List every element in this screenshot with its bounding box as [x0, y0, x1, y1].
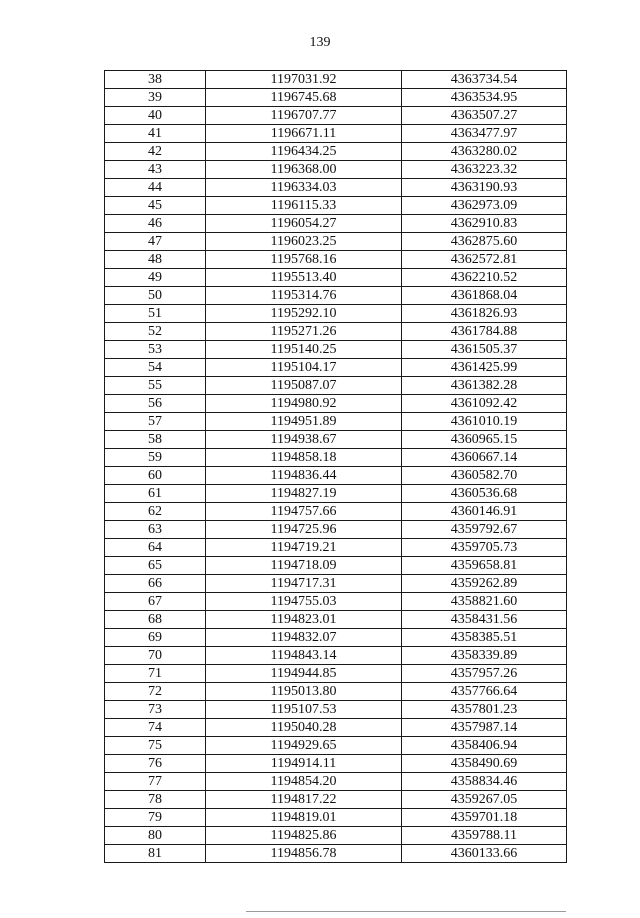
- point-number-cell: 64: [105, 539, 206, 557]
- table-row: [105, 71, 567, 89]
- table-row: [105, 719, 567, 737]
- table-row: [105, 521, 567, 539]
- y-coordinate-cell: 4358834.46: [402, 773, 567, 791]
- x-coordinate-cell: 1195271.26: [206, 323, 402, 341]
- x-coordinate-cell: 1196023.25: [206, 233, 402, 251]
- x-coordinate-cell: 1194717.31: [206, 575, 402, 593]
- table-row: [105, 215, 567, 233]
- x-coordinate-cell: 1194718.09: [206, 557, 402, 575]
- y-coordinate-cell: 4361092.42: [402, 395, 567, 413]
- x-coordinate-cell: 1197031.92: [206, 71, 402, 89]
- table-row: [105, 179, 567, 197]
- x-coordinate-cell: 1194825.86: [206, 827, 402, 845]
- table-row: [105, 251, 567, 269]
- x-coordinate-cell: 1194817.22: [206, 791, 402, 809]
- table-row: [105, 539, 567, 557]
- x-coordinate-cell: 1196745.68: [206, 89, 402, 107]
- y-coordinate-cell: 4360146.91: [402, 503, 567, 521]
- table-row: [105, 125, 567, 143]
- y-coordinate-cell: 4359262.89: [402, 575, 567, 593]
- point-number-cell: 75: [105, 737, 206, 755]
- y-coordinate-cell: 4360536.68: [402, 485, 567, 503]
- coordinates-table-body: [105, 71, 567, 863]
- x-coordinate-cell: 1194914.11: [206, 755, 402, 773]
- y-coordinate-cell: 4358406.94: [402, 737, 567, 755]
- y-coordinate-cell: 4361868.04: [402, 287, 567, 305]
- x-coordinate-cell: 1195040.28: [206, 719, 402, 737]
- y-coordinate-cell: 4362875.60: [402, 233, 567, 251]
- y-coordinate-cell: 4358490.69: [402, 755, 567, 773]
- table-row: [105, 755, 567, 773]
- table-row: [105, 809, 567, 827]
- y-coordinate-cell: 4359267.05: [402, 791, 567, 809]
- y-coordinate-cell: 4361826.93: [402, 305, 567, 323]
- table-row: [105, 791, 567, 809]
- point-number-cell: 68: [105, 611, 206, 629]
- x-coordinate-cell: 1194944.85: [206, 665, 402, 683]
- y-coordinate-cell: 4357987.14: [402, 719, 567, 737]
- y-coordinate-cell: 4361425.99: [402, 359, 567, 377]
- table-row: [105, 665, 567, 683]
- table-row: [105, 647, 567, 665]
- point-number-cell: 70: [105, 647, 206, 665]
- point-number-cell: 74: [105, 719, 206, 737]
- y-coordinate-cell: 4361382.28: [402, 377, 567, 395]
- table-row: [105, 773, 567, 791]
- y-coordinate-cell: 4362910.83: [402, 215, 567, 233]
- table-row: [105, 683, 567, 701]
- x-coordinate-cell: 1196671.11: [206, 125, 402, 143]
- y-coordinate-cell: 4361784.88: [402, 323, 567, 341]
- point-number-cell: 59: [105, 449, 206, 467]
- table-row: [105, 323, 567, 341]
- point-number-cell: 76: [105, 755, 206, 773]
- table-row: [105, 575, 567, 593]
- y-coordinate-cell: 4360965.15: [402, 431, 567, 449]
- table-row: [105, 503, 567, 521]
- table-row: [105, 611, 567, 629]
- point-number-cell: 69: [105, 629, 206, 647]
- x-coordinate-cell: 1196707.77: [206, 107, 402, 125]
- x-coordinate-cell: 1194938.67: [206, 431, 402, 449]
- y-coordinate-cell: 4360133.66: [402, 845, 567, 863]
- point-number-cell: 79: [105, 809, 206, 827]
- point-number-cell: 51: [105, 305, 206, 323]
- point-number-cell: 53: [105, 341, 206, 359]
- page-number: 139: [309, 35, 331, 50]
- table-row: [105, 467, 567, 485]
- table-row: [105, 89, 567, 107]
- x-coordinate-cell: 1194856.78: [206, 845, 402, 863]
- coordinates-table: [104, 70, 567, 863]
- point-number-cell: 45: [105, 197, 206, 215]
- table-row: [105, 431, 567, 449]
- bottom-rule: [246, 911, 566, 912]
- y-coordinate-cell: 4362572.81: [402, 251, 567, 269]
- x-coordinate-cell: 1194843.14: [206, 647, 402, 665]
- point-number-cell: 62: [105, 503, 206, 521]
- x-coordinate-cell: 1194858.18: [206, 449, 402, 467]
- x-coordinate-cell: 1195087.07: [206, 377, 402, 395]
- y-coordinate-cell: 4357957.26: [402, 665, 567, 683]
- y-coordinate-cell: 4360582.70: [402, 467, 567, 485]
- x-coordinate-cell: 1195140.25: [206, 341, 402, 359]
- x-coordinate-cell: 1195013.80: [206, 683, 402, 701]
- table-row: [105, 143, 567, 161]
- table-row: [105, 341, 567, 359]
- x-coordinate-cell: 1194854.20: [206, 773, 402, 791]
- point-number-cell: 55: [105, 377, 206, 395]
- x-coordinate-cell: 1194836.44: [206, 467, 402, 485]
- table-row: [105, 395, 567, 413]
- point-number-cell: 81: [105, 845, 206, 863]
- x-coordinate-cell: 1195513.40: [206, 269, 402, 287]
- point-number-cell: 38: [105, 71, 206, 89]
- y-coordinate-cell: 4363223.32: [402, 161, 567, 179]
- x-coordinate-cell: 1196334.03: [206, 179, 402, 197]
- point-number-cell: 44: [105, 179, 206, 197]
- point-number-cell: 80: [105, 827, 206, 845]
- point-number-cell: 77: [105, 773, 206, 791]
- point-number-cell: 61: [105, 485, 206, 503]
- table-row: [105, 287, 567, 305]
- x-coordinate-cell: 1194980.92: [206, 395, 402, 413]
- x-coordinate-cell: 1194725.96: [206, 521, 402, 539]
- point-number-cell: 39: [105, 89, 206, 107]
- point-number-cell: 72: [105, 683, 206, 701]
- point-number-cell: 56: [105, 395, 206, 413]
- y-coordinate-cell: 4357766.64: [402, 683, 567, 701]
- x-coordinate-cell: 1194832.07: [206, 629, 402, 647]
- point-number-cell: 71: [105, 665, 206, 683]
- y-coordinate-cell: 4359792.67: [402, 521, 567, 539]
- point-number-cell: 60: [105, 467, 206, 485]
- x-coordinate-cell: 1194719.21: [206, 539, 402, 557]
- point-number-cell: 42: [105, 143, 206, 161]
- point-number-cell: 50: [105, 287, 206, 305]
- point-number-cell: 57: [105, 413, 206, 431]
- y-coordinate-cell: 4362973.09: [402, 197, 567, 215]
- table-row: [105, 359, 567, 377]
- point-number-cell: 58: [105, 431, 206, 449]
- y-coordinate-cell: 4357801.23: [402, 701, 567, 719]
- point-number-cell: 49: [105, 269, 206, 287]
- table-row: [105, 107, 567, 125]
- table-row: [105, 827, 567, 845]
- x-coordinate-cell: 1194755.03: [206, 593, 402, 611]
- x-coordinate-cell: 1196434.25: [206, 143, 402, 161]
- y-coordinate-cell: 4359658.81: [402, 557, 567, 575]
- point-number-cell: 41: [105, 125, 206, 143]
- y-coordinate-cell: 4363507.27: [402, 107, 567, 125]
- x-coordinate-cell: 1194929.65: [206, 737, 402, 755]
- x-coordinate-cell: 1194757.66: [206, 503, 402, 521]
- table-row: [105, 161, 567, 179]
- table-row: [105, 269, 567, 287]
- x-coordinate-cell: 1194951.89: [206, 413, 402, 431]
- x-coordinate-cell: 1195314.76: [206, 287, 402, 305]
- x-coordinate-cell: 1194827.19: [206, 485, 402, 503]
- y-coordinate-cell: 4363190.93: [402, 179, 567, 197]
- x-coordinate-cell: 1194819.01: [206, 809, 402, 827]
- y-coordinate-cell: 4363534.95: [402, 89, 567, 107]
- y-coordinate-cell: 4362210.52: [402, 269, 567, 287]
- y-coordinate-cell: 4358339.89: [402, 647, 567, 665]
- table-row: [105, 377, 567, 395]
- table-row: [105, 593, 567, 611]
- table-row: [105, 233, 567, 251]
- point-number-cell: 63: [105, 521, 206, 539]
- y-coordinate-cell: 4359788.11: [402, 827, 567, 845]
- y-coordinate-cell: 4361010.19: [402, 413, 567, 431]
- point-number-cell: 65: [105, 557, 206, 575]
- y-coordinate-cell: 4361505.37: [402, 341, 567, 359]
- table-row: [105, 737, 567, 755]
- x-coordinate-cell: 1195768.16: [206, 251, 402, 269]
- x-coordinate-cell: 1196115.33: [206, 197, 402, 215]
- x-coordinate-cell: 1196054.27: [206, 215, 402, 233]
- table-row: [105, 629, 567, 647]
- table-row: [105, 197, 567, 215]
- point-number-cell: 54: [105, 359, 206, 377]
- y-coordinate-cell: 4363734.54: [402, 71, 567, 89]
- table-row: [105, 485, 567, 503]
- table-row: [105, 305, 567, 323]
- y-coordinate-cell: 4359701.18: [402, 809, 567, 827]
- table-row: [105, 557, 567, 575]
- y-coordinate-cell: 4358431.56: [402, 611, 567, 629]
- table-row: [105, 413, 567, 431]
- point-number-cell: 48: [105, 251, 206, 269]
- point-number-cell: 47: [105, 233, 206, 251]
- point-number-cell: 78: [105, 791, 206, 809]
- point-number-cell: 73: [105, 701, 206, 719]
- point-number-cell: 40: [105, 107, 206, 125]
- x-coordinate-cell: 1195292.10: [206, 305, 402, 323]
- x-coordinate-cell: 1196368.00: [206, 161, 402, 179]
- point-number-cell: 43: [105, 161, 206, 179]
- table-row: [105, 845, 567, 863]
- x-coordinate-cell: 1194823.01: [206, 611, 402, 629]
- y-coordinate-cell: 4358821.60: [402, 593, 567, 611]
- y-coordinate-cell: 4358385.51: [402, 629, 567, 647]
- table-row: [105, 449, 567, 467]
- y-coordinate-cell: 4363280.02: [402, 143, 567, 161]
- point-number-cell: 66: [105, 575, 206, 593]
- y-coordinate-cell: 4360667.14: [402, 449, 567, 467]
- point-number-cell: 46: [105, 215, 206, 233]
- y-coordinate-cell: 4363477.97: [402, 125, 567, 143]
- y-coordinate-cell: 4359705.73: [402, 539, 567, 557]
- point-number-cell: 67: [105, 593, 206, 611]
- point-number-cell: 52: [105, 323, 206, 341]
- table-row: [105, 701, 567, 719]
- x-coordinate-cell: 1195104.17: [206, 359, 402, 377]
- x-coordinate-cell: 1195107.53: [206, 701, 402, 719]
